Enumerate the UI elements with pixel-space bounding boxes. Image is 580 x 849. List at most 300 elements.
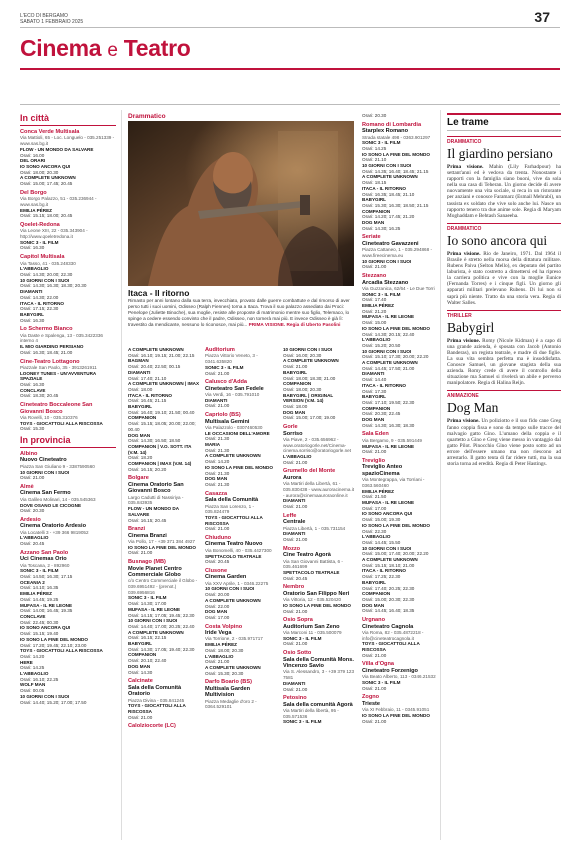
venue-name: Branzi: [128, 526, 146, 533]
venue-subname: Nuovo Cineteatro: [20, 457, 67, 464]
showtimes: Orari: 15.30; 16.30; 18.50; 21.15: [362, 202, 429, 208]
featured-caption: [128, 288, 356, 328]
featured-credit: PRIMA VISIONE. Regia di Uberto Pasolini: [248, 322, 341, 327]
venue-name: Lo Schermo Bianco: [20, 326, 73, 333]
film-title: IO SONO ANCORA QUI: [20, 625, 71, 631]
venue-address: Via Pollo, 17 - +39 371 384 4927: [128, 539, 195, 545]
film-title: DIAMANTI: [205, 397, 228, 403]
plot-body: Mahin (Lily Farhadpour) ha settant'anni ed è vedova da trenta. Nonostante i rapporti con la famiglia siano buoni, vive da sola nella sua casa di Teheran. Un giorno decide di avere nuovamente una vita sociale, si reca in un ristorante per anziani e conosce Faramarz (Esmail Mehrabi), un tassista ex soldato che vive solo anche lui. Nasce un rapporto tenero tra due anime sole. Regia di Maryam Moghaddam e Behtash Sanaeeha.: [447, 164, 561, 219]
listing-entry: [205, 347, 277, 376]
film-title: MUFASA - IL RE LEONE: [362, 500, 415, 506]
venue-name: Auditorium: [205, 347, 235, 353]
showtimes: Orari: 17.20; 19.45; 22.10; 23.00: [20, 642, 87, 648]
film-title: IO SONO LA FINE DEL MONDO: [362, 522, 430, 528]
venue-name: Urgnano: [362, 617, 385, 624]
venue-subname: Movie Planet Centro Commerciale Globo: [128, 565, 182, 578]
film-title: DOVE OSANO LE CICOGNE: [20, 502, 82, 508]
showtimes: Orari: 20.30: [20, 508, 45, 514]
showtimes: Orari: 14.30; 16.30; 18.30: [362, 422, 415, 428]
venue-subname: Sorriso: [283, 430, 303, 437]
showtimes: Orari: 20.45: [205, 559, 230, 565]
film-title: A COMPLETE UNKNOWN: [205, 453, 261, 459]
venue-subname: Arcadia Stezzano: [362, 279, 409, 286]
plots-column: [447, 113, 561, 467]
listing-entry: [20, 402, 116, 432]
venue-name: Petosino: [283, 695, 307, 702]
showtimes: Orari: 17.40: [362, 297, 387, 303]
plot-genre: DRAMMATICO: [447, 223, 561, 232]
venue-subname: Sala della Comunità: [205, 497, 259, 504]
showtimes: Orari: 14.40; 17.00; 20.25; 22.40: [128, 623, 195, 629]
showtimes: Orari: 14.15; 17.05; 19.45; 22.30: [128, 612, 195, 618]
showtimes: Orari: 14.30; 20.15; 22.40: [362, 331, 415, 337]
title-cinema: Cinema: [20, 35, 102, 61]
showtimes: Orari: 16.30: [20, 317, 45, 323]
venue-subname: Sala della Comunità Oratorio: [128, 684, 182, 698]
showtimes: Orari: 14.25: [20, 665, 45, 671]
plot-text: [447, 418, 561, 467]
showtimes: Orari: 15.15; 18.00; 20.45: [20, 213, 73, 219]
plot-title: Il giardino persiano: [447, 146, 553, 161]
film-title: FLOW - UN MONDO DA SALVARE: [128, 506, 179, 517]
venue-subname: Cineteatro San Fedele: [205, 385, 264, 392]
venue-address: Via Bonomelli, 40 - 035.4427300: [205, 547, 272, 553]
listing-entry: [20, 222, 116, 251]
listing-entry: [20, 517, 116, 547]
featured-title: Itaca - Il ritorno: [128, 288, 190, 298]
film-title: SONIC 3 - IL FILM: [362, 140, 401, 146]
venue-subname: Sala della Comunità Mons. Vincenzo Savio: [283, 656, 354, 669]
film-title: SONIC 3 - IL FILM: [283, 635, 322, 641]
film-title: DOG MAN: [362, 417, 385, 423]
venue-address: Via Locatelli 3 - +39 366 9819052: [20, 529, 89, 535]
listing-entry: [362, 661, 436, 691]
venue-name: Grumello del Monte: [283, 468, 336, 475]
showtimes: Orari: 21.00: [205, 526, 230, 532]
showtimes: Orari: 17.10; 19.50; 22.30: [362, 399, 415, 405]
showtimes: Orari: 16.00: [20, 152, 45, 158]
film-title: SONIC 3 - IL FILM: [283, 719, 322, 725]
venue-address: Via Palazzolo - 0307460530: [205, 424, 263, 430]
listings-column-5: [362, 113, 436, 843]
listing-entry: [20, 451, 116, 481]
venue-address: Via Rovelli, 10 - 035.310376: [20, 414, 78, 420]
featured-synopsis: Rimasto per anni lontano dalla sua terra, invecchiato, provato dalle guerre combattute e dal rimorso di aver perso tutti i suoi uomini, Odisseo (Ralph Fiennes) torna a Itaca. Trova il suo palazzo assediato dai Proci: Penelope (Juliette Binoche), sua moglie, resiste alle proposte di matrimonio mentre suo figlio, Telemaco, lo spinge a cedere essendo convinto che il padre, Odisseo, non tornerà mai più. E invece Odisseo è già lì: travestito da mendicante, nessuno lo riconosce, mai più...: [128, 298, 350, 327]
showtimes: Orari: 14.20; 17.45; 21.20: [362, 214, 415, 220]
showtimes: Orari: 14.40: [362, 377, 387, 383]
film-title: 10 GIORNI CON I SUOI: [128, 618, 178, 624]
venue-name: Costa Volpino: [205, 623, 243, 630]
venue-name: Almè: [20, 484, 34, 490]
showtimes: Orari: 14.40; 15.20; 17.00; 17.50: [20, 699, 87, 705]
film-title: IO SONO LA FINE DEL MONDO: [362, 712, 430, 718]
film-title: EMILIA PÉREZ: [362, 488, 394, 494]
film-title: DOG MAN: [362, 602, 385, 608]
listing-entry: [362, 234, 436, 270]
venue-subname: Cinema Oratorio San Giovanni Bosco: [128, 481, 184, 495]
venue-address: Via Martiri della libertà, 95 - 035.571536: [283, 708, 339, 719]
showtimes: Orari: 20.45: [20, 541, 45, 547]
film-title: DOG MAN: [128, 432, 151, 438]
listing-entry: [362, 694, 436, 724]
film-title: FLOW - UN MONDO DA SALVARE: [20, 146, 94, 152]
showtimes: Orari: 14.45; 15.50: [362, 539, 401, 545]
showtimes: Orari: 15.00; 17.45; 20.45: [20, 181, 73, 187]
venue-address: c/o Centro Commerciale il Globo - 039.6951492 - (prenot.) 039.6956816: [128, 578, 198, 595]
film-title: 10 GIORNI CON I SUOI: [20, 277, 70, 283]
film-title: A COMPLETE UNKNOWN: [128, 347, 184, 352]
film-title: ITACA - IL RITORNO: [362, 568, 406, 574]
showtimes: Orari: 21.20: [362, 308, 387, 314]
showtimes: Orari: 21.00: [128, 714, 153, 720]
heading-in-provincia: In provincia: [20, 435, 116, 448]
film-title: 10 GIORNI CON I SUOI: [362, 163, 412, 169]
showtimes: Orari: 21.10: [362, 157, 387, 163]
listing-entry: [128, 526, 200, 556]
plot-text: [447, 251, 561, 306]
showtimes: Orari: 20.30: [362, 113, 387, 118]
venue-address: Via San Giovanni Battista, 6 - 035.461699: [283, 558, 343, 570]
film-title: DIAMANTI: [128, 369, 151, 375]
film-title: SONIC 3 - IL FILM: [20, 568, 59, 574]
listing-entry: [20, 550, 116, 705]
showtimes: Orari: 15.30: [20, 426, 45, 432]
film-title: BABYGIRL | ORIGINAL VERSION (V.M. 14): [283, 392, 334, 404]
venue-name: Calolziocorte (LC): [128, 723, 176, 730]
showtimes: Orari: 18.00; 20.30: [20, 169, 59, 175]
venue-name: Mozzo: [283, 545, 301, 552]
venue-subname: Cineteatro Forzenigo: [362, 667, 418, 674]
venue-name: Clusone: [205, 567, 228, 574]
venue-name: Nembro: [283, 584, 305, 591]
showtimes: Orari: 17.30: [362, 388, 387, 394]
venue-subname: Auditorium San Zeno: [283, 623, 340, 630]
film-title: 10 GIORNI CON I SUOI: [362, 348, 412, 354]
listing-entry: [283, 584, 355, 614]
showtimes: Orari: 18.20: [128, 455, 153, 461]
showtimes: Orari: 14.45; 19.25: [20, 596, 59, 602]
showtimes: Orari: 16.30; 18.45; 21.00: [20, 349, 73, 355]
venue-address: Via Marconi 11 - 035.500079: [283, 630, 342, 636]
showtimes: Orari: 14.35; 16.40; 18.45; 21.15: [362, 168, 429, 174]
film-title: BABYGIRL: [20, 311, 44, 317]
showtimes: Orari: 14.20: [205, 459, 230, 465]
venue-name: Calcinate: [128, 678, 153, 685]
film-title: A COMPLETE UNKNOWN: [362, 174, 418, 180]
film-title: DOG MAN: [128, 663, 151, 669]
film-title: DIAMANTI: [283, 498, 306, 504]
venue-name: Sala Eden: [362, 431, 389, 438]
film-title: MUFASA - IL RE LEONE: [362, 443, 415, 449]
film-title: COMPANION: [362, 208, 391, 214]
title-teatro: Teatro: [123, 35, 191, 61]
listings-column-3: [205, 347, 277, 842]
plots-heading: Le trame: [447, 113, 561, 131]
venue-subname: Aurora: [283, 474, 302, 481]
venue-name: Romano di Lombardia: [362, 121, 422, 128]
venue-address: Via Beato Alberto, 113 - 0346.21532: [362, 674, 436, 680]
venue-address: Via Toscana, 2 - 892960: [20, 562, 70, 568]
film-title: ITACA - IL RITORNO: [362, 185, 406, 191]
title-rule: [20, 68, 560, 70]
venue-name: Chiuduno: [205, 535, 232, 542]
film-title: 10 GIORNI CON I SUOI: [362, 545, 412, 551]
plot-title: Io sono ancora qui: [447, 232, 548, 248]
venue-address: Via Borgo Palazzo, 51 - 035.236944 - www.sas.bg.it: [20, 196, 97, 207]
showtimes: Orari: 21.00: [20, 475, 45, 481]
venue-name: Osio Sopra: [283, 617, 313, 624]
film-title: IO SONO ANCORA QUI: [362, 511, 413, 517]
showtimes: Orari: 14.30; 16.30; 18.30; 20.30: [20, 283, 87, 289]
showtimes: Orari: 20.45: [283, 575, 308, 581]
film-title: A COMPLETE UNKNOWN: [20, 175, 76, 181]
showtimes: Orari: 14.25: [362, 145, 387, 151]
venue-name: Zogno: [362, 694, 380, 701]
venue-name: Bolgare: [128, 475, 149, 482]
listing-entry: [20, 129, 116, 187]
venue-subname: Centrale: [283, 519, 306, 526]
listing-entry: [362, 273, 436, 428]
film-title: TOYS - GIOCATTOLI ALLA RISCOSSA: [20, 648, 103, 654]
showtimes: Orari: 20.10; 22.40: [128, 658, 167, 664]
film-title: L'ABBAGLIO: [362, 337, 391, 343]
venue-address: Piazzale San Paolo, 35 - 3913261911: [20, 364, 97, 370]
showtimes: Orari: 21.00: [205, 659, 230, 665]
listing-entry: [20, 190, 116, 219]
showtimes: Orari: 16.30: [20, 245, 45, 251]
venue-name: Osio Sotto: [283, 650, 312, 657]
film-title: 10 GIORNI CON I SUOI: [283, 347, 333, 352]
plot-body: Un poliziotto e il suo fido cane Greg fanno coppia fissa e sono da tempo sulle tracce del malvagio gatto Gino. L'umano della coppia e il quartetto a Gino e Greg viene messo in vantaggio dal gatto Pilot. Pinocchio Gino viene posto sotto ad un errore dell'essere umano ma non riescono ad arrestarlo. Il gatto tenta di far ridere tutti, ma la sua storia torna ad eredità. Regia di Peter Hastings.: [447, 418, 561, 468]
showtimes: Orari: 17.00: [205, 614, 230, 620]
film-title: IO SONO LA FINE DEL MONDO: [20, 636, 88, 642]
film-title: IO SONO LA FINE DEL MONDO: [128, 544, 196, 550]
film-title: COMPANION: [283, 381, 312, 387]
film-title: LOONEY TUNES - UN'AVVENTURA SPAZIALE: [20, 370, 97, 382]
plot-lead: Prima visione.: [447, 418, 480, 425]
film-title: IO SONO LA FINE DEL MONDO: [362, 325, 430, 331]
showtimes: Orari: 16.45; 21.15: [128, 398, 167, 404]
listing-entry: [128, 347, 200, 472]
showtimes: Orari: 21.00: [283, 537, 308, 543]
title-amp: e: [107, 40, 118, 61]
film-title: EMILIA PÉREZ: [20, 591, 52, 597]
venue-subname: Sala della comunità Agorà: [283, 701, 353, 708]
film-title: MUFASA - IL RE LEONE: [20, 602, 73, 608]
film-title: SPETTACOLO TEATRALE: [205, 553, 262, 559]
film-title: SONIC 3 - IL FILM: [128, 595, 167, 601]
showtimes: Orari: 16.00; 20.30: [283, 352, 322, 358]
showtimes: Orari: 18.00; 18.30; 21.00: [283, 375, 336, 381]
venue-address: Via Piave, 2 - 035.656962 - www.oratoriogorle.net/Cinema-cinema.sorriso@oratoriogorle.net: [283, 436, 351, 454]
showtimes: Orari: 21.50: [362, 494, 387, 500]
film-title: SONIC 3 - IL FILM: [362, 291, 401, 297]
plot-text: [447, 164, 561, 219]
listing-entry: [205, 379, 277, 409]
venue-subname: Treviglio Anteo spazioCinema: [362, 464, 403, 477]
showtimes: Orari: 21.00: [283, 504, 308, 510]
showtimes: Orari: 21.00: [362, 449, 387, 455]
film-title: EMILIA PÉREZ: [205, 642, 237, 648]
showtimes: Orari: 21.00: [362, 718, 387, 724]
film-title: CONCLAVE: [20, 387, 46, 393]
showtimes: Orari: 14.10; 16.35: [20, 585, 59, 591]
venue-address: Piazza Libertà, 1 - 035.731154: [283, 525, 346, 531]
page-title: [20, 35, 191, 62]
column-divider: [121, 110, 122, 840]
plot-item: [447, 310, 561, 387]
showtimes: Orari: 14.30: [128, 669, 153, 675]
plot-genre: ANIMAZIONE: [447, 390, 561, 399]
venue-address: Via Galileo Molinari, 14 - 035.545363: [20, 496, 96, 502]
venue-address: Strada statale 498 - 0363.901297: [362, 134, 431, 140]
film-title: IO SONO LA FINE DEL MONDO: [362, 151, 430, 157]
listing-entry: [283, 468, 355, 509]
showtimes: Orari: 14.30; 16.50; 18.50: [128, 438, 181, 444]
listing-entry: [362, 431, 436, 455]
film-title: 10 GIORNI CON I SUOI: [20, 693, 70, 699]
plot-text: [447, 338, 561, 387]
venue-address: Piazza Vittorio Veneto, 3 - 0341.635820: [205, 353, 258, 365]
listing-entry: [362, 458, 436, 614]
venue-name: Capriolo (BS): [205, 412, 241, 419]
venue-name: Albino: [20, 451, 38, 458]
venue-subname: Oratorio San Filippo Neri: [283, 590, 350, 597]
film-title: CONCLAVE: [20, 613, 46, 619]
issue-date: SABATO 1 FEBBRAIO 2025: [20, 19, 84, 25]
venue-address: Piazza San Giuliano 9 - 3387590560: [20, 463, 95, 469]
listing-entry: [20, 254, 116, 323]
venue-address: Via Martiri della Libertà, 61 - 035.830438 - www.auroracinema.it - aurora@cinemaauroraonline.it: [283, 481, 354, 498]
showtimes: Orari: 16.15; 20.45: [128, 517, 167, 523]
showtimes: Orari: 14.30; 17.05; 19.40; 22.30: [128, 646, 195, 652]
film-title: SONIC 3 - IL FILM: [205, 364, 244, 370]
listing-entry: [283, 347, 355, 421]
venue-name: Ardesio: [20, 516, 41, 523]
film-title: COMPANION: [128, 415, 157, 421]
venue-name: Conca Verde Multisala: [20, 129, 80, 135]
showtimes: Orari: 16.15; 22.15: [128, 635, 167, 641]
listing-entry: [205, 412, 277, 488]
venue-address: Via Daste e Spalenga, 13 - 035.3422336 interno 4: [20, 332, 103, 344]
film-title: L'ABBAGLIO: [283, 454, 312, 460]
film-title: MUFASA - IL RE LEONE: [128, 606, 181, 612]
venue-address: Via Montegrappa, via Torriani - 0363.560460: [362, 477, 425, 488]
film-title: BABYGIRL: [362, 579, 386, 585]
venue-address: Via Guzzanica, 62/64 - Le Due Torri: [362, 285, 435, 291]
venue-address: Piazza Medaglie d'oro 2 - 0364.529101: [205, 698, 257, 710]
film-title: DOG MAN: [205, 476, 228, 482]
venue-name: Busnago (MB): [128, 559, 166, 566]
listing-entry: [283, 513, 355, 543]
showtimes: Orari: 20.30; 22.45: [362, 411, 401, 417]
venue-name: Seriate: [362, 234, 381, 241]
listings-column-4: [283, 347, 355, 842]
film-title: COMPANION: [128, 652, 157, 658]
film-title: TOYS - GIOCATTOLI ALLA RISCOSSA: [20, 420, 103, 426]
film-title: BABYGIRL: [283, 369, 307, 375]
venue-name: Treviglio: [362, 458, 386, 464]
plot-lead: Prima visione.: [447, 164, 484, 170]
film-title: A COMPLETE UNKNOWN: [205, 665, 261, 670]
showtimes: Orari: 00.05: [20, 688, 45, 694]
listing-entry: [283, 546, 355, 582]
showtimes: Orari: 15.10; 17.30; 20.00; 22.20: [362, 354, 429, 360]
film-title: DOG MAN: [362, 220, 385, 226]
venue-subname: Iride Vega: [205, 630, 232, 637]
venue-subname: Trieste: [362, 700, 381, 707]
film-still-image: [128, 121, 354, 286]
listings-column-2: [128, 347, 200, 842]
film-title: IO SONO LA FINE DEL MONDO: [205, 464, 273, 470]
showtimes: Orari: 14.30; 20.00; 22.30: [20, 271, 73, 277]
film-title: 10 GIORNI CON I SUOI: [205, 586, 255, 592]
venue-address: Via Tasso, 41 - 035.248330: [20, 260, 76, 266]
heading-in-citta: In città: [20, 113, 116, 126]
showtimes: Orari: 21.30: [205, 436, 230, 442]
showtimes: Orari: 14.20: [20, 653, 45, 659]
showtimes: Orari: 15.00: [362, 320, 387, 326]
showtimes: Orari: 21.00: [283, 641, 308, 647]
showtimes: Orari: 21.00: [362, 264, 387, 270]
showtimes: Orari: 21.00: [362, 652, 387, 658]
film-title: HERE: [20, 659, 33, 665]
showtimes: Orari: 15.15; 19.40: [20, 631, 59, 637]
showtimes: Orari: 17.25; 22.30: [362, 574, 401, 580]
venue-address: Via Vittoria, 12 - 035.520420: [283, 597, 342, 603]
showtimes: Orari: 21.00: [283, 608, 308, 614]
film-title: ITACA - IL RITORNO: [20, 300, 64, 306]
listing-entry: [205, 491, 277, 532]
plot-lead: Prima visione.: [447, 250, 481, 257]
venue-address: Piazza Divina - 035.841245: [128, 697, 185, 703]
film-title: COMPANION: [362, 591, 391, 597]
showtimes: Orari: 21.00: [283, 686, 308, 692]
plot-item: [447, 136, 561, 219]
film-title: A COMPLETE UNKNOWN: [283, 358, 339, 364]
listing-entry: [283, 695, 355, 725]
header-rule: [20, 27, 560, 28]
venue-name: Gorle: [283, 424, 298, 431]
film-title: L'ABBAGLIO: [362, 534, 391, 540]
venue-subname: Cineteatro Gavazzeni: [362, 240, 419, 247]
showtimes: Orari: 20.00: [205, 592, 230, 598]
showtimes: Orari: 14.30; 16.25: [362, 225, 401, 231]
venue-name: Azzano San Paolo: [20, 549, 69, 556]
film-title: A COMPLETE UNKNOWN: [362, 557, 418, 563]
venue-subname: Multisala Garden Multivision: [205, 685, 251, 699]
venue-address: Via Mattioli, 65 - Loc. Longuelo - 035.251339 - www.sas.bg.it: [20, 135, 115, 147]
showtimes: Orari: 21.30: [205, 447, 230, 453]
film-title: A COMPLETE UNKNOWN | IMAX: [128, 381, 200, 387]
showtimes: Orari: 18.30; 20.45: [20, 393, 59, 399]
newspaper-name: L'ECO DI BERGAMO: [20, 13, 68, 19]
film-title: DIAMANTI: [362, 371, 385, 377]
venue-name: Leffe: [283, 512, 297, 519]
film-title: L'ABBAGLIO: [20, 535, 49, 541]
plot-item: [447, 390, 561, 467]
plot-title: Dog Man: [447, 400, 499, 416]
film-title: L'ABBAGLIO: [20, 266, 49, 272]
showtimes: Orari: 16.40; 19.10; 21.50; 00.40: [128, 409, 195, 415]
listing-entry: [205, 624, 277, 677]
showtimes: Orari: 21.30: [205, 481, 230, 487]
showtimes: Orari: 18.00; 20.30: [283, 386, 322, 392]
plot-genre: DRAMMATICO: [447, 136, 561, 145]
showtimes: Orari: 16.35; 18.45; 21.10: [362, 191, 415, 197]
showtimes: Orari: 14.00; 16.45; 19.35: [20, 608, 73, 614]
listings-column-1: [20, 113, 116, 843]
